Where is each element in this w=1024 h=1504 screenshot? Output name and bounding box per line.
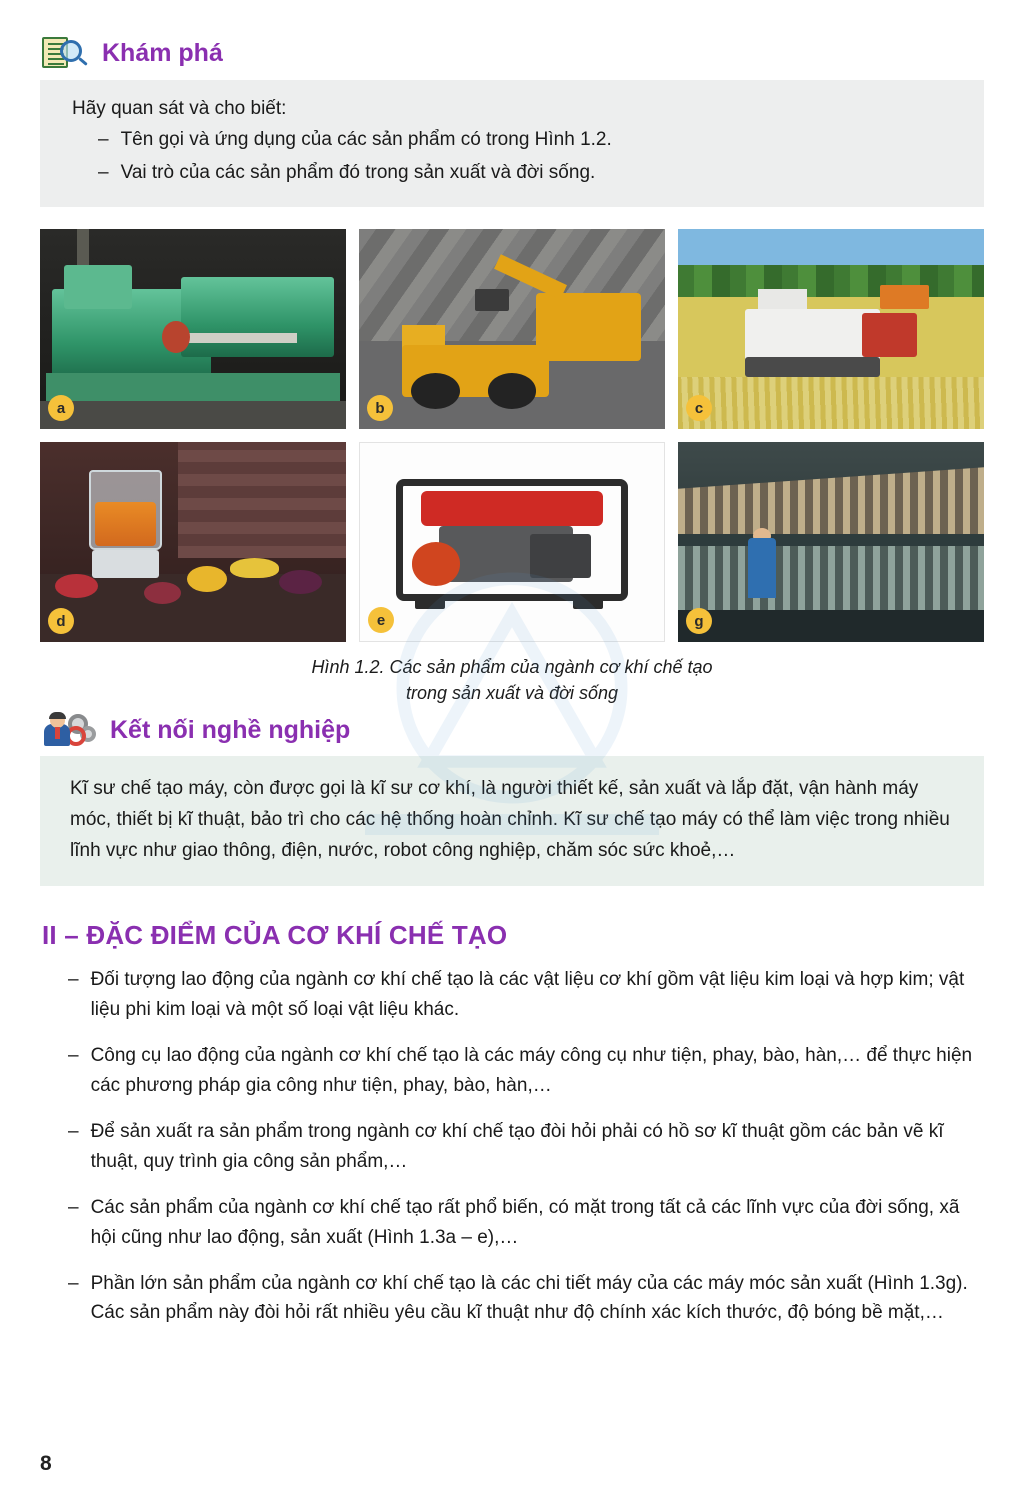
list-item-text: Phần lớn sản phẩm của ngành cơ khí chế tạo là các chi tiết máy của các máy móc sản xuất (Hình 1.3g). Các sản phẩm này đòi hỏi rất nhiều yêu cầu kĩ thuật như độ chính xác kích thước, độ bóng bề mặt,…	[90, 1272, 968, 1324]
figure-label-g: g	[686, 608, 712, 634]
blender-fruit-illustration	[40, 442, 346, 642]
lathe-machine-illustration	[40, 229, 346, 429]
list-item-text: Đối tượng lao động của ngành cơ khí chế tạo là các vật liệu cơ khí gồm vật liệu kim loại và hợp kim; vật liệu phi kim loại và một số loại vật liệu khác.	[90, 969, 965, 1020]
career-box	[40, 756, 984, 886]
magnifier-document-icon	[42, 36, 88, 70]
dash-marker: –	[98, 161, 109, 183]
dash-marker: –	[98, 129, 109, 150]
dash-marker: –	[68, 1121, 79, 1143]
figure-image-e	[359, 442, 665, 642]
section-2-heading: II – ĐẶC ĐIỂM CỦA CƠ KHÍ CHẾ TẠO	[42, 920, 508, 951]
section-2-list	[68, 965, 984, 1327]
rice-harvester-illustration	[678, 229, 984, 429]
figure-caption-line-2: trong sản xuất và đời sống	[405, 683, 618, 704]
list-item	[68, 1117, 984, 1176]
list-item-text: Công cụ lao động của ngành cơ khí chế tạo là các máy công cụ như tiện, phay, bào, hàn,… để thực hiện các phương pháp gia công như tiện, phay, bào, hàn,…	[90, 1045, 973, 1096]
portable-generator-illustration	[360, 443, 664, 641]
dash-marker: –	[68, 969, 79, 991]
figure-caption-line-1: Hình 1.2. Các sản phẩm của ngành cơ khí chế tạo	[311, 657, 713, 677]
explore-box	[40, 80, 984, 207]
dash-marker: –	[68, 1045, 79, 1067]
explore-lead: Hãy quan sát và cho biết:	[72, 98, 287, 119]
figure-label-d: d	[48, 608, 74, 634]
explore-bullet-2-text: Vai trò của các sản phẩm đó trong sản xuất và đời sống.	[120, 161, 596, 183]
figure-image-d	[40, 442, 346, 642]
dash-marker: –	[68, 1272, 79, 1294]
explore-bullet-1-text: Tên gọi và ứng dụng của các sản phẩm có trong Hình 1.2.	[120, 129, 612, 150]
list-item	[68, 1269, 984, 1328]
figure-label-b: b	[367, 395, 393, 421]
list-item	[68, 1193, 984, 1252]
explore-title: Khám phá	[102, 38, 223, 67]
figure-image-a	[40, 229, 346, 429]
figure-image-c	[678, 229, 984, 429]
engineer-gears-icon	[42, 712, 98, 748]
figure-label-a: a	[48, 395, 74, 421]
explore-heading	[42, 36, 984, 70]
figure-label-e: e	[368, 607, 394, 633]
mining-excavator-illustration	[359, 229, 665, 429]
career-heading	[42, 712, 984, 748]
list-item-text: Các sản phẩm của ngành cơ khí chế tạo rất phổ biến, có mặt trong tất cả các lĩnh vực của đời sống, xã hội cũng như lao động, sản xuất (Hình 1.3a – e),…	[90, 1197, 960, 1248]
explore-bullet-1	[98, 126, 954, 155]
explore-bullet-2	[98, 159, 954, 188]
career-body-text: Kĩ sư chế tạo máy, còn được gọi là kĩ sư cơ khí, là người thiết kế, sản xuất và lắp đặt, vận hành máy móc, thiết bị kĩ thuật, bảo trì cho các hệ thống hoàn chỉnh. Kĩ sư chế tạo máy có thể làm việc trong nhiều lĩnh vực như giao thông, điện, nước, robot công nghiệp, chăm sóc sức khoẻ,…	[70, 778, 950, 861]
spinning-mill-illustration	[678, 442, 984, 642]
figure-label-c: c	[686, 395, 712, 421]
career-title: Kết nối nghề nghiệp	[110, 715, 351, 744]
figure-caption	[40, 654, 984, 706]
figure-image-b	[359, 229, 665, 429]
figure-grid	[40, 229, 984, 642]
page-number: 8	[40, 1452, 52, 1475]
list-item	[68, 1041, 984, 1100]
list-item	[68, 965, 984, 1024]
list-item-text: Để sản xuất ra sản phẩm trong ngành cơ khí chế tạo đòi hỏi phải có hồ sơ kĩ thuật gồm các bản vẽ kĩ thuật, quy trình gia công sản phẩm,…	[90, 1121, 944, 1172]
dash-marker: –	[68, 1197, 79, 1219]
figure-image-g	[678, 442, 984, 642]
